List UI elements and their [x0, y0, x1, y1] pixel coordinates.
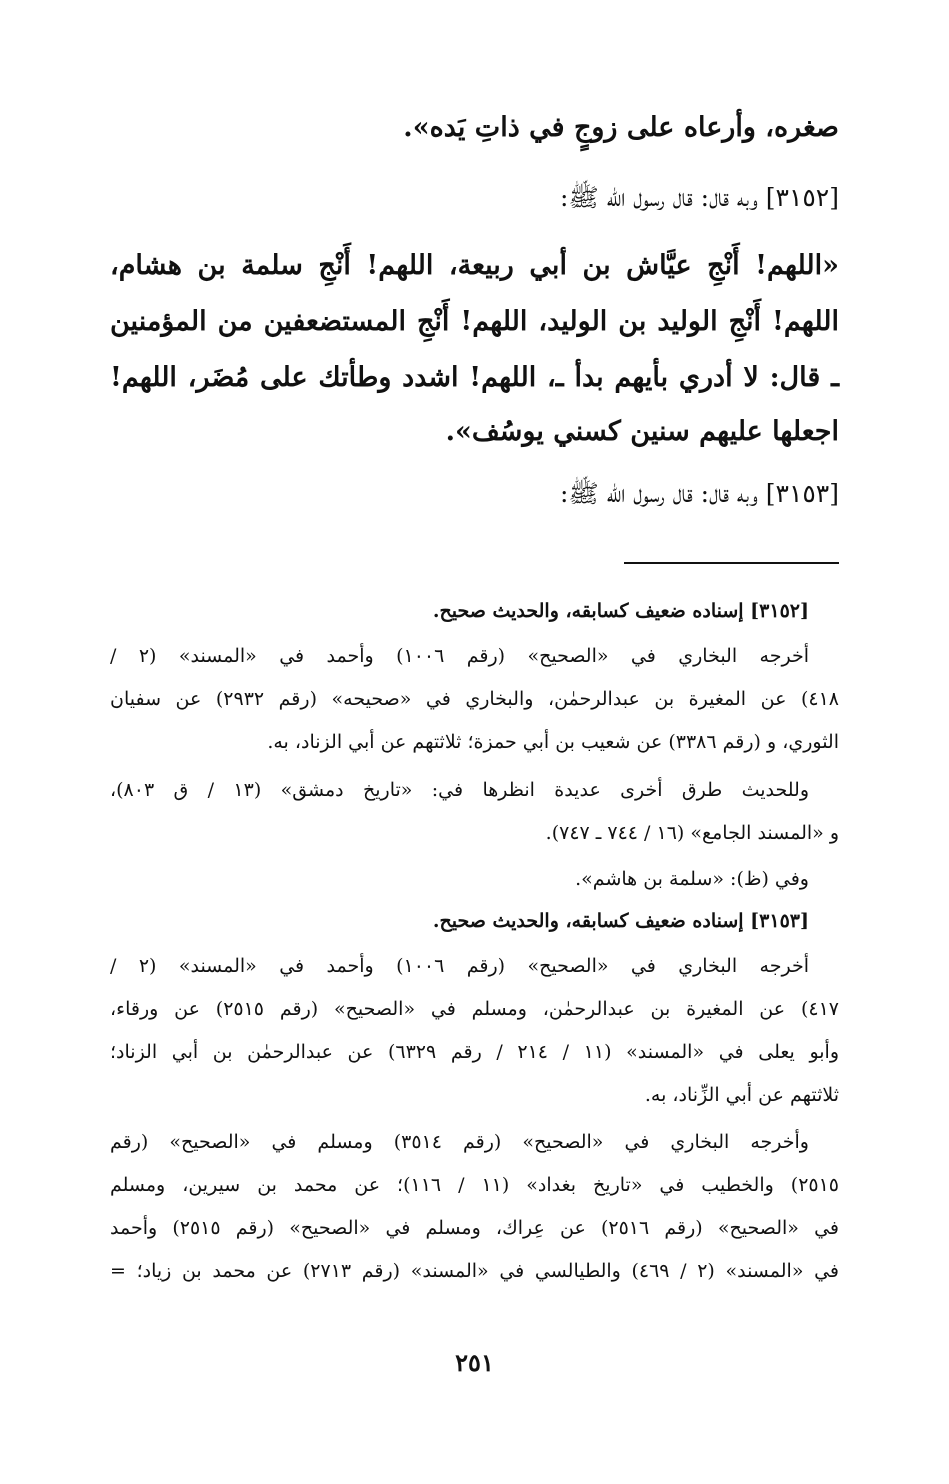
main-text-line: صغره، وأرعاه على زوجٍ في ذاتِ يَده». — [403, 112, 839, 143]
footnote-line: ٤١٨) عن المغيرة بن عبدالرحمٰن، والبخاري في «صحيحه» (رقم ٢٩٣٢) عن سفيان — [110, 688, 839, 710]
quote-line: «اللهم! أَنْجِ عيَّاش بن أبي ربيعة، اللهم! أَنْجِ سلمة بن هشام، — [110, 250, 839, 281]
footnote-line: وللحديث طرق أخرى عديدة انظرها في: «تاريخ دمشق» (١٣ / ق ٨٠٣)، — [110, 779, 810, 801]
footnote-3152-heading: [٣١٥٢] إسناده ضعيف كسابقه، والحديث صحيح. — [432, 600, 809, 622]
footnote-line: أخرجه البخاري في «الصحيح» (رقم ١٠٠٦) وأحمد في «المسند» (٢ / — [110, 955, 809, 977]
page-number: ٢٥١ — [455, 1348, 494, 1377]
footnote-line: أخرجه البخاري في «الصحيح» (رقم ١٠٠٦) وأحمد في «المسند» (٢ / — [110, 645, 809, 667]
footnote-line: الثوري، و (رقم ٣٣٨٦) عن شعيب بن أبي حمزة؛ ثلاثتهم عن أبي الزناد، به. — [267, 731, 839, 753]
footnote-line: في «المسند» (٢ / ٤٦٩) والطيالسي في «المسند» (رقم ٢٧١٣) عن محمد بن زياد؛ = — [110, 1260, 840, 1282]
quote-line: اللهم! أَنْجِ الوليد بن الوليد، اللهم! أَنْجِ المستضعفين من المؤمنين — [110, 306, 839, 337]
footnote-divider — [624, 562, 839, 564]
footnote-line: وأخرجه البخاري في «الصحيح» (رقم ٣٥١٤) ومسلم في «الصحيح» (رقم — [110, 1131, 809, 1153]
quote-line: ـ قال: لا أدري بأيهم بدأ ـ، اللهم! اشدد وطأتك على مُضَر، اللهم! — [110, 362, 839, 393]
footnote-line: وفي (ظ): «سلمة بن هاشم». — [575, 868, 809, 890]
footnote-line: ثلاثتهم عن أبي الزِّناد، به. — [644, 1084, 839, 1106]
footnote-3153-heading: [٣١٥٣] إسناده ضعيف كسابقه، والحديث صحيح. — [432, 910, 809, 932]
footnote-line: في «الصحيح» (رقم ٢٥١٦) عن عِراك، ومسلم في «الصحيح» (رقم ٢٥١٥) وأحمد — [110, 1217, 839, 1239]
footnote-line: و «المسند الجامع» (١٦ / ٧٤٤ ـ ٧٤٧). — [545, 822, 839, 844]
footnote-line: وأبو يعلى في «المسند» (١١ / ٢١٤ / رقم ٦٣٢٩) عن عبدالرحمٰن بن أبي الزناد؛ — [110, 1041, 840, 1063]
footnote-line: ٢٥١٥) والخطيب في «تاريخ بغداد» (١١ / ١١٦)؛ عن محمد بن سيرين، ومسلم — [110, 1174, 840, 1196]
hadith-3152-intro: [٣١٥٢] وبه قال: قال رسول الله ﷺ: — [560, 183, 839, 212]
hadith-3153-intro: [٣١٥٣] وبه قال: قال رسول الله ﷺ: — [560, 479, 839, 508]
quote-line: اجعلها عليهم سنين كسني يوسُف». — [445, 416, 839, 447]
footnote-line: ٤١٧) عن المغيرة بن عبدالرحمٰن، ومسلم في «الصحيح» (رقم ٢٥١٥) عن ورقاء، — [110, 998, 839, 1020]
